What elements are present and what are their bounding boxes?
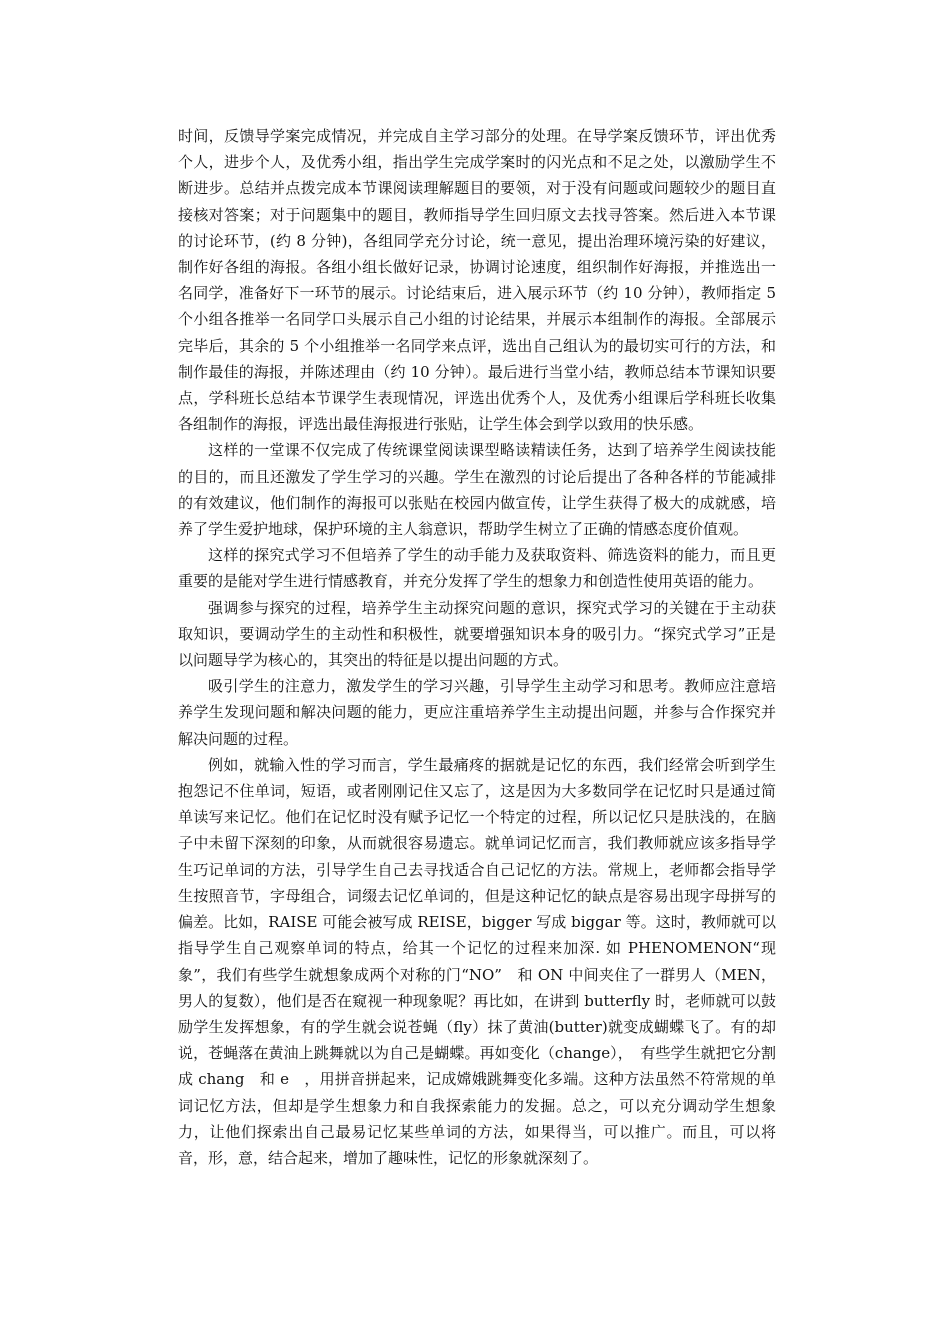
document-body xyxy=(178,123,776,1171)
paragraph-memory-example: 例如，就输入性的学习而言，学生最痛疼的据就是记忆的东西，我们经常会听到学生抱怨记不住单词，短语，或者刚刚记住又忘了，这是因为大多数同学在记忆时只是通过简单读写来记忆。他们在记忆时没有赋予记忆一个特定的过程，所以记忆只是肤浅的，在脑子中未留下深刻的印象，从而就很容易遗忘。就单词记忆而言，我们教师就应该多指导学生巧记单词的方法，引导学生自己去寻找适合自己记忆的方法。常规上，老师都会指导学生按照音节，字母组合，词缀去记忆单词的，但是这种记忆的缺点是容易出现字母拼写的偏差。比如，RAISE 可能会被写成 REISE，bigger 写成 biggar 等。这时，教师就可以指导学生自己观察单词的特点，给其一个记忆的过程来加深. 如 PHENOMENON“现象”，我们有些学生就想象成两个对称的门“NO” 和 ON 中间夹住了一群男人（MEN，男人的复数），他们是否在窥视一种现象呢？再比如，在讲到 butterfly 时，老师就可以鼓励学生发挥想象，有的学生就会说苍蝇（fly）抹了黄油(butter)就变成蝴蝶飞了。有的却说，苍蝇落在黄油上跳舞就以为自己是蝴蝶。再如变化（change）， 有些学生就把它分割成 chang 和 e ，用拼音拼起来，记成嫦娥跳舞变化多端。这种方法虽然不符常规的单词记忆方法，但却是学生想象力和自我探索能力的发掘。总之，可以充分调动学生想象力，让他们探索出自己最易记忆某些单词的方法，如果得当，可以推广。而且，可以将音，形，意，结合起来，增加了趣味性，记忆的形象就深刻了。 xyxy=(178,755,776,1167)
paragraph-continuation: 时间，反馈导学案完成情况，并完成自主学习部分的处理。在导学案反馈环节，评出优秀个人，进步个人，及优秀小组，指出学生完成学案时的闪光点和不足之处，以激励学生不断进步。总结并点拨完成本节课阅读理解题目的要领，对于没有问题或问题较少的题目直接核对答案；对于问题集中的题目，教师指导学生回归原文去找寻答案。然后进入本节课的讨论环节，(约 8 分钟)，各组同学充分讨论，统一意见，提出治理环境污染的好建议，制作好各组的海报。各组小组长做好记录，协调讨论速度，组织制作好海报，并推选出一名同学，准备好下一环节的展示。讨论结束后，进入展示环节（约 10 分钟），教师指定 5 个小组各推举一名同学口头展示自己小组的讨论结果，并展示本组制作的海报。全部展示完毕后，其余的 5 个小组推举一名同学来点评，选出自己组认为的最切实可行的方法，和制作最佳的海报，并陈述理由（约 10 分钟）。最后进行当堂小结，教师总结本节课知识要点，学科班长总结本节课学生表现情况，评选出优秀个人，及优秀小组课后学科班长收集各组制作的海报，评选出最佳海报进行张贴，让学生体会到学以致用的快乐感。 xyxy=(178,127,776,434)
paragraph-lesson-outcome: 这样的一堂课不仅完成了传统课堂阅读课型略读精读任务，达到了培养学生阅读技能的目的，而且还激发了学生学习的兴趣。学生在激烈的讨论后提出了各种各样的节能减排的有效建议，他们制作的海报可以张贴在校园内做宣传，让学生获得了极大的成就感，培养了学生爱护地球，保护环境的主人翁意识，帮助学生树立了正确的情感态度价值观。 xyxy=(178,441,776,539)
paragraph-participation: 强调参与探究的过程，培养学生主动探究问题的意识，探究式学习的关键在于主动获取知识，要调动学生的主动性和积极性，就要增强知识本身的吸引力。“探究式学习”正是以问题导学为核心的，其突出的特征是以提出问题的方式。 xyxy=(178,598,776,670)
paragraph-inquiry-learning: 这样的探究式学习不但培养了学生的动手能力及获取资料、筛选资料的能力，而且更重要的是能对学生进行情感教育，并充分发挥了学生的想象力和创造性使用英语的能力。 xyxy=(178,546,776,591)
paragraph-attention: 吸引学生的注意力，激发学生的学习兴趣，引导学生主动学习和思考。教师应注意培养学生发现问题和解决问题的能力，更应注重培养学生主动提出问题，并参与合作探究并解决问题的过程。 xyxy=(178,677,776,748)
